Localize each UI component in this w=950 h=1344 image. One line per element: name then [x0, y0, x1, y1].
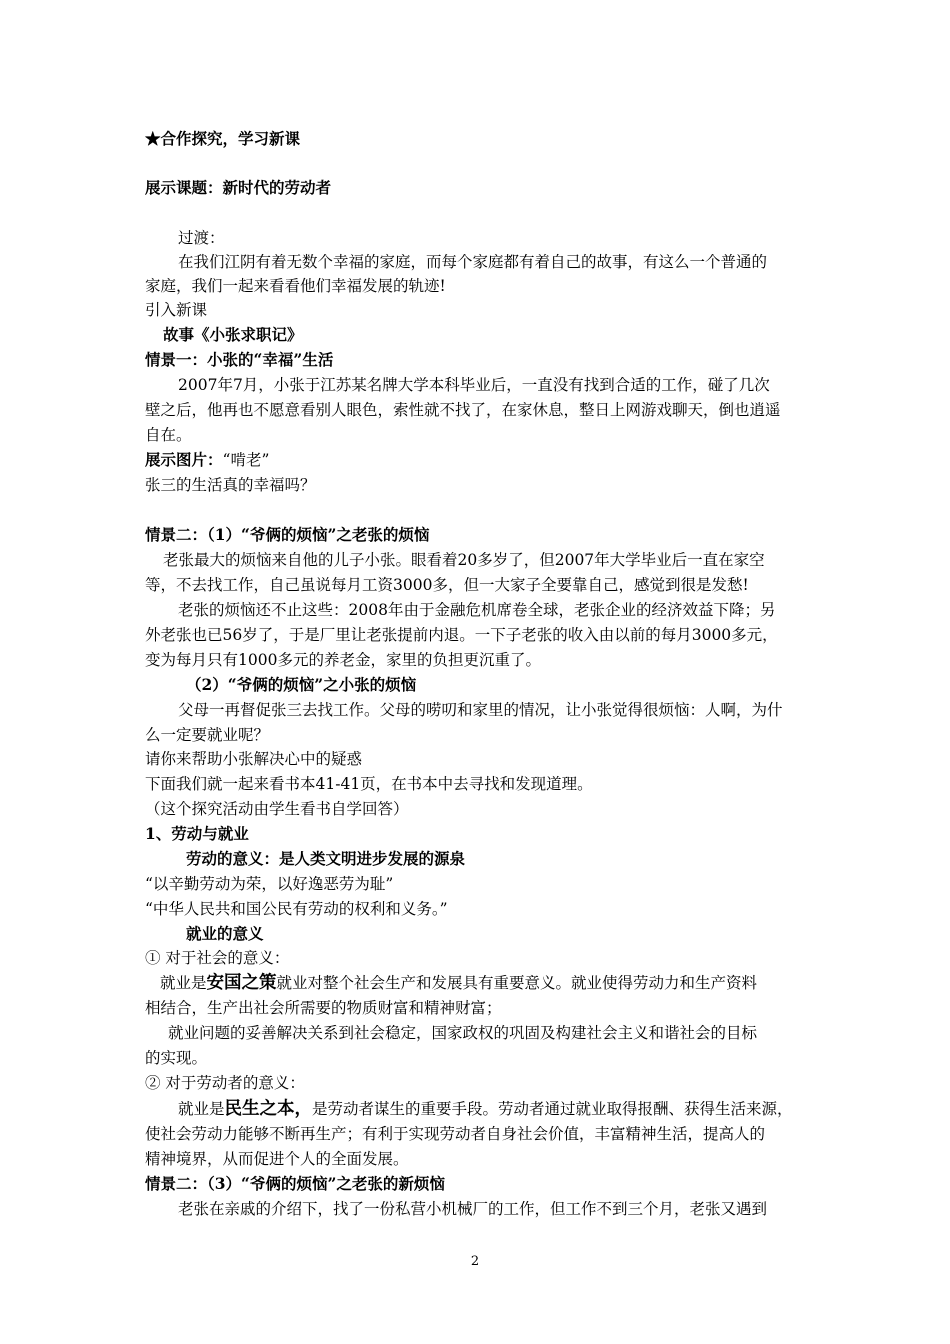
story-title: 故事《小张求职记》 [163, 325, 303, 344]
note-line: （这个探究活动由学生看书自学回答） [145, 800, 409, 818]
worker-paragraph-line: 精神境界，从而促进个人的全面发展。 [145, 1150, 409, 1168]
quote-line: “以辛勤劳动为荣，以好逸恶劳为耻” [145, 875, 394, 893]
quote-line: “中华人民共和国公民有劳动的权利和义务。” [145, 900, 448, 918]
intro-new-lesson: 引入新课 [145, 301, 208, 319]
society-paragraph-line: 相结合，生产出社会所需要的物质财富和精神财富； [145, 999, 502, 1017]
scene2-paragraph-line: 老张最大的烦恼来自他的儿子小张。眼看着20多岁了，但2007年大学毕业后一直在家空 [163, 551, 765, 569]
society-paragraph-line [160, 971, 840, 995]
society-key-phrase: 安国之策 [206, 973, 277, 993]
scene2c-title: 情景二：（3）“爷俩的烦恼”之老张的新烦恼 [145, 1174, 445, 1193]
society-label: ① 对于社会的意义： [145, 949, 290, 967]
intro-paragraph-line: 在我们江阴有着无数个幸福的家庭，而每个家庭都有着自己的故事，有这么一个普通的 [178, 253, 768, 271]
society-text: 就业对整个社会生产和发展具有重要意义。就业使得劳动力和生产资料 [276, 974, 758, 992]
worker-key-phrase: 民生之本， [224, 1099, 313, 1119]
scene1-paragraph-line: 自在。 [145, 426, 192, 444]
society-paragraph-line: 的实现。 [145, 1049, 208, 1067]
worker-label: ② 对于劳动者的意义： [145, 1074, 305, 1092]
show-picture-label: 展示图片： [145, 450, 223, 469]
scene1-paragraph-line: 壁之后，他再也不愿意看别人眼色，索性就不找了，在家休息，整日上网游戏聊天，倒也逍遥 [145, 401, 781, 419]
scene1-paragraph-line: 2007年7月，小张于江苏某名牌大学本科毕业后，一直没有找到合适的工作，碰了几次 [178, 376, 770, 394]
scene2b-paragraph-line: 父母一再督促张三去找工作。父母的唠叨和家里的情况，让小张觉得很烦恼：人啊，为什 [178, 701, 783, 719]
labor-meaning: 劳动的意义：是人类文明进步发展的源泉 [186, 849, 466, 868]
book-line: 下面我们就一起来看书本41-41页，在书本中去寻找和发现道理。 [145, 775, 593, 793]
scene2c-paragraph-line: 老张在亲戚的介绍下，找了一份私营小机械厂的工作，但工作不到三个月，老张又遇到 [178, 1200, 768, 1218]
transition-label: 过渡： [178, 229, 225, 247]
scene2-paragraph-line: 老张的烦恼还不止这些：2008年由于金融危机席卷全球，老张企业的经济效益下降；另 [178, 601, 776, 619]
question-line: 张三的生活真的幸福吗？ [145, 476, 316, 494]
section-heading: ★合作探究，学习新课 [145, 129, 301, 148]
job-meaning-heading: 就业的意义 [186, 924, 264, 943]
scene2b-title: （2）“爷俩的烦恼”之小张的烦恼 [186, 675, 417, 694]
worker-paragraph-line: 使社会劳动力能够不断再生产；有利于实现劳动者自身社会价值，丰富精神生活，提高人的 [145, 1125, 766, 1143]
scene2b-paragraph-line: 么一定要就业呢？ [145, 726, 270, 744]
scene2-paragraph-line: 等，不去找工作，自己虽说每月工资3000多，但一大家子全要靠自己，感觉到很是发愁! [145, 576, 749, 594]
worker-text: 是劳动者谋生的重要手段。劳动者通过就业取得报酬、获得生活来源， [312, 1100, 793, 1118]
show-picture-line [145, 448, 825, 472]
worker-text: 就业是 [178, 1100, 225, 1118]
scene1-title: 情景一：小张的“幸福”生活 [145, 350, 334, 369]
show-picture-text: “啃老” [222, 451, 270, 469]
help-line: 请你来帮助小张解决心中的疑惑 [145, 750, 363, 768]
scene2-title: 情景二：（1）“爷俩的烦恼”之老张的烦恼 [145, 525, 430, 544]
intro-paragraph-line: 家庭，我们一起来看看他们幸福发展的轨迹! [145, 277, 446, 295]
scene2-paragraph-line: 变为每月只有1000多元的养老金，家里的负担更沉重了。 [145, 651, 541, 669]
page-number: 2 [470, 1254, 480, 1269]
society-paragraph-line: 就业问题的妥善解决关系到社会稳定，国家政权的巩固及构建社会主义和谐社会的目标 [168, 1024, 758, 1042]
worker-paragraph-line [178, 1097, 858, 1121]
scene2-paragraph-line: 外老张也已56岁了，于是厂里让老张提前内退。一下子老张的收入由以前的每月3000多元， [145, 626, 778, 644]
topic-heading: 展示课题：新时代的劳动者 [145, 178, 332, 197]
society-text: 就业是 [160, 974, 207, 992]
section1-title: 1、劳动与就业 [145, 824, 249, 843]
